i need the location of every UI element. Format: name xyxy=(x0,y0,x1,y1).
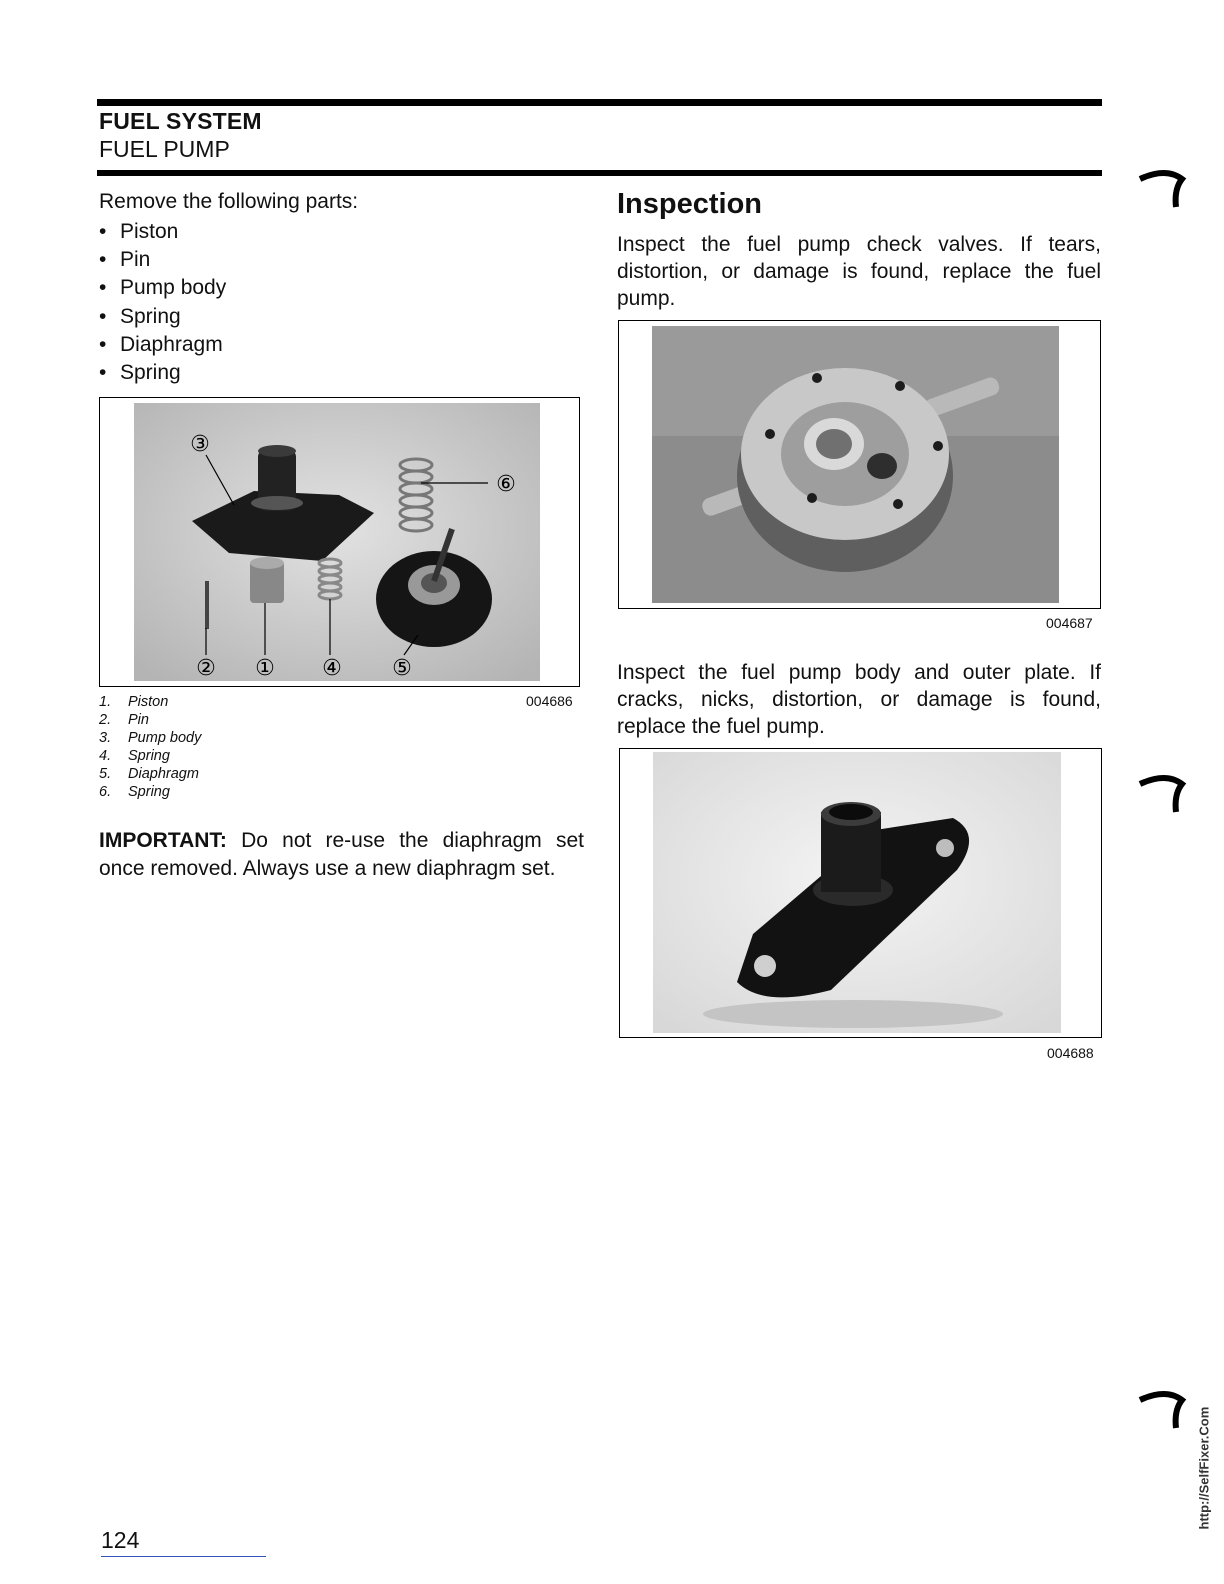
header-rule-bottom xyxy=(97,170,1102,176)
callout-4: ④ xyxy=(322,656,342,681)
list-item: • Diaphragm xyxy=(99,331,584,359)
figure-code: 004687 xyxy=(1046,615,1093,631)
exploded-parts-photo xyxy=(134,403,540,681)
removal-instructions xyxy=(99,190,584,387)
callout-1: ① xyxy=(255,656,275,681)
binder-mark xyxy=(1138,167,1188,213)
list-item: • Spring xyxy=(99,359,584,387)
list-item: 1. Piston xyxy=(99,694,169,710)
inspection-paragraph-1: Inspect the fuel pump check valves. If tears, distortion, or damage is found, replace the fuel pump. xyxy=(617,233,1101,310)
list-item: 2. Pin xyxy=(99,712,149,728)
figure-code: 004688 xyxy=(1047,1045,1094,1061)
inspection-paragraph-2: Inspect the fuel pump body and outer plate. If cracks, nicks, distortion, or damage is found, replace the fuel pump. xyxy=(617,661,1101,738)
watermark: http://SelfFixer.Com xyxy=(1196,1406,1212,1530)
section-title: FUEL SYSTEM xyxy=(99,108,262,134)
page-number-underline xyxy=(101,1556,266,1557)
callout-3: ③ xyxy=(190,432,210,457)
list-item: 6. Spring xyxy=(99,784,170,800)
figure-exploded-parts xyxy=(99,397,580,687)
figure-code: 004686 xyxy=(526,693,573,709)
list-item: • Pin xyxy=(99,246,584,274)
list-item: • Piston xyxy=(99,218,584,246)
figure-legend xyxy=(99,693,201,801)
important-text: Do not re-use the diaphragm set once removed. Always use a new diaphragm set. xyxy=(99,829,584,880)
inspection-heading: Inspection xyxy=(617,188,763,220)
figure-pump-body xyxy=(619,748,1102,1038)
callout-6: ⑥ xyxy=(496,472,516,497)
subsection-title: FUEL PUMP xyxy=(99,136,230,162)
important-note xyxy=(99,827,584,883)
header-rule-top xyxy=(97,99,1102,106)
binder-mark xyxy=(1138,772,1188,818)
pump-body-photo xyxy=(653,752,1061,1033)
list-item: • Spring xyxy=(99,303,584,331)
list-item: 3. Pump body xyxy=(99,730,202,746)
parts-list xyxy=(99,218,584,387)
list-item: 4. Spring xyxy=(99,748,170,764)
intro-text: Remove the following parts: xyxy=(99,190,359,213)
binder-mark xyxy=(1138,1388,1188,1434)
callout-5: ⑤ xyxy=(392,656,412,681)
important-label: IMPORTANT: xyxy=(99,829,227,852)
list-item: • Pump body xyxy=(99,274,584,302)
figure-check-valves xyxy=(618,320,1101,609)
list-item: 5. Diaphragm xyxy=(99,766,199,782)
page-number: 124 xyxy=(101,1527,140,1553)
check-valves-photo xyxy=(652,326,1059,603)
callout-2: ② xyxy=(196,656,216,681)
